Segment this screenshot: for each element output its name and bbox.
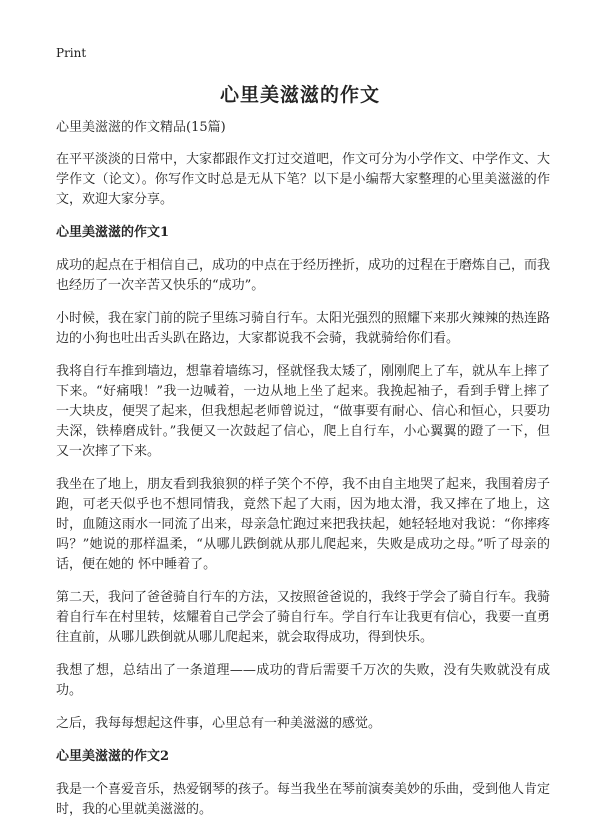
print-link[interactable]: Print bbox=[56, 46, 87, 60]
section-heading: 心里美滋滋的作文1 bbox=[56, 225, 170, 240]
intro-paragraph: 在平平淡淡的日常中，大家都跟作文打过交道吧，作文可分为小学作文、中学作文、大学作文（论文）。你写作文时总是无从下笔？以下是小编帮大家整理的心里美滋滋的作文，欢迎大家分享。 bbox=[56, 152, 551, 207]
section-heading: 心里美滋滋的作文2 bbox=[56, 749, 170, 764]
paragraph: 之后，我每每想起这件事，心里总有一种美滋滋的感觉。 bbox=[56, 716, 382, 731]
paragraph: 我想了想，总结出了一条道理——成功的背后需要千万次的失败，没有失败就没有成功。 bbox=[56, 663, 550, 698]
paragraph: 第二天，我问了爸爸骑自行车的方法，又按照爸爸说的，我终于学会了骑自行车。我骑着自行车在村里转，炫耀着自己学会了骑自行车。学自行车让我更有信心，我要一直勇往直前，从哪儿跌倒就从哪儿爬起来，就会取得成功，得到快乐。 bbox=[56, 590, 551, 645]
page-title: 心里美滋滋的作文 bbox=[219, 84, 380, 106]
article-body bbox=[56, 118, 550, 833]
paragraph: 我将自行车推到墙边，想靠着墙练习，怪就怪我太矮了，刚刚爬上了车，就从车上摔了下来。“好痛哦！”我一边喊着，一边从地上坐了起来。我挽起袖子，看到手臂上摔了一大块皮，便哭了起来，但我想起老师曾说过，“做事要有耐心、信心和恒心，只要功夫深，铁棒磨成针。”我便又一次鼓起了信心，爬上自行车，小心翼翼的蹬了一下，但又一次摔了下来。 bbox=[56, 364, 551, 459]
paragraph: 成功的起点在于相信自己，成功的中点在于经历挫折，成功的过程在于磨炼自己，而我也经历了一次辛苦又快乐的“成功”。 bbox=[56, 258, 551, 293]
paragraph: 我坐在了地上，朋友看到我狼狈的样子笑个不停，我不由自主地哭了起来，我围着房子跑，可老天似乎也不想同情我，竟然下起了大雨，因为地太滑，我又摔在了地上，这时，血随这雨水一同流了出来，母亲急忙跑过来把我扶起，她轻轻地对我说：“你摔疼吗？”她说的那样温柔，“从哪儿跌倒就从那儿爬起来，失败是成功之母。”听了母亲的话，便在她的 怀中睡着了。 bbox=[56, 477, 551, 572]
paragraph: 小时候，我在家门前的院子里练习骑自行车。太阳光强烈的照耀下来那火辣辣的热连路边的小狗也吐出舌头趴在路边，大家都说我不会骑，我就骑给你们看。 bbox=[56, 311, 551, 346]
paragraph: 我是一个喜爱音乐，热爱钢琴的孩子。每当我坐在琴前演奏美妙的乐曲，受到他人肯定时，我的心里就美滋滋的。 bbox=[56, 782, 551, 817]
article-subtitle: 心里美滋滋的作文精品(15篇) bbox=[56, 120, 226, 135]
